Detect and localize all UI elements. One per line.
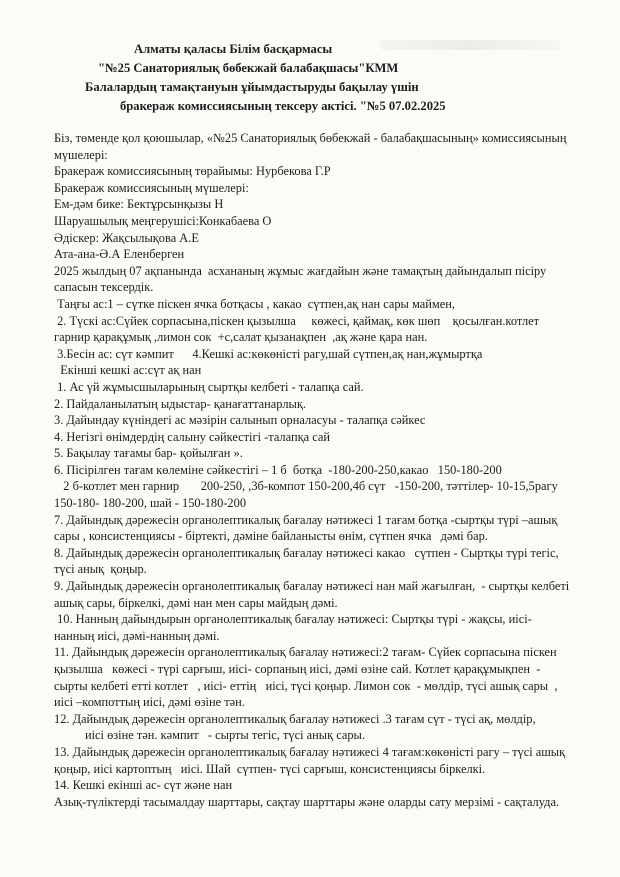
body-line: Бракераж комиссиясының төрайымы: Нурбекова Г.Р: [54, 164, 331, 179]
header-line-1: Алматы қаласы Білім басқармасы: [134, 42, 333, 56]
body-line: ашық сары, біркелкі, дәмі нан мен сары майдың дәмі.: [54, 595, 338, 610]
body-line: сары , консистенциясы - біртекті, дәміне байланысты өнім, сүтпен ячка дәмі бар.: [54, 529, 488, 544]
body-line: мүшелері:: [54, 147, 108, 162]
body-line: 2. Пайдаланылатың ыдыстар- қанағаттанарлық.: [54, 396, 306, 411]
document-body: [54, 130, 574, 810]
document-header: [0, 40, 620, 116]
body-line: 13. Дайындық дәрежесін органолептикалық бағалау нәтижесі 4 тағам:көкөністі рагу – түсі ашық: [54, 744, 566, 759]
body-line: қызылша көжесі - түрі сарғыш, иісі- сорпаның иісі, дәмі өзіне сай. Котлет қарақұмықпен -: [54, 662, 541, 676]
body-line: Әдіскер: Жақсылықова А.Е: [54, 230, 199, 245]
body-line: Ем-дәм бике: Бектұрсынқызы Н: [54, 197, 224, 212]
body-line: сырты келбеті етті котлет , иісі- еттің иісі, түсі қоңыр. Лимон сок - мөлдір, түсі ашық сары ,: [54, 678, 558, 693]
body-line: гарнир қарақұмық ,лимон сок +с,салат қызанақпен ,ақ және қара нан.: [54, 330, 428, 345]
body-line: 5. Бақылау тағамы бар- қойылған ».: [54, 446, 243, 461]
body-line: 8. Дайындық дәрежесін органолептикалық бағалау нәтижесі какао сүтпен - Сыртқы түрі тегіс,: [54, 545, 559, 560]
body-line: 150-180- 180-200, шай - 150-180-200: [54, 496, 247, 511]
body-line: нанның иісі, дәмі-нанның дәмі.: [54, 628, 220, 643]
body-line: Азық-түліктерді тасымалдау шарттары, сақтау шарттары және оларды сату мерзімі - сақталуда.: [54, 794, 560, 809]
body-line: Ата-ана-Ә.А Еленберген: [54, 247, 185, 262]
header-line-3: Балалардың тамақтануын ұйымдастыруды бақылау үшін: [85, 80, 419, 94]
body-line: 7. Дайындық дәрежесін органолептикалық бағалау нәтижесі 1 тағам ботқа -сыртқы түрі –ашық: [54, 512, 558, 527]
body-line: Таңғы ас:1 – сүтке піскен ячка ботқасы , какао сүтпен,ақ нан сары маймен,: [54, 296, 455, 311]
body-line: 3.Бесін ас: сүт кәмпит 4.Кешкі ас:көкөністі рагу,шай сүтпен,ақ нан,жұмыртқа: [54, 346, 483, 361]
header-line-4: бракераж комиссиясының тексеру актісі. "№5 07.02.2025: [120, 99, 446, 113]
body-line: сапасын тексердік.: [54, 280, 154, 295]
body-line: Екінші кешкі ас:сүт ақ нан: [54, 363, 202, 378]
body-line: 11. Дайындық дәрежесін органолептикалық бағалау нәтижесі:2 тағам- Сүйек сорпасына піскен: [54, 645, 557, 660]
body-line: 9. Дайындық дәрежесін органолептикалық бағалау нәтижесі нан май жағылған, - сыртқы келбеті: [54, 579, 570, 594]
body-line: 10. Нанның дайындырын органолептикалық бағалау нәтижесі: Сыртқы түрі - жақсы, иісі-: [54, 612, 532, 627]
body-line: 2. Түскі ас:Сүйек сорпасына,піскен қызылша көжесі, қаймақ, көк шөп қосылған.котлет: [54, 313, 540, 328]
body-line: 14. Кешкі екінші ас- сүт және нан: [54, 778, 233, 793]
body-line: иісі өзіне тән. кәмпит - сырты тегіс, түсі анық сары.: [54, 728, 365, 743]
body-line: 3. Дайындау күніндегі ас мәзірін салынып орналасуы - талапқа сәйкес: [54, 413, 426, 428]
body-line: Біз, төменде қол қоюшылар, «№25 Санаториялық бөбекжай - балабақшасының» комиссиясының: [54, 131, 567, 145]
body-line: түсі анық қоңыр.: [54, 562, 147, 577]
body-line: 6. Пісірілген тағам көлеміне сәйкестігі – 1 б ботқа -180-200-250,какао 150-180-200: [54, 462, 502, 477]
body-line: 12. Дайындық дәрежесін органолептикалық бағалау нәтижесі .3 тағам сүт - түсі ақ, мөлдір,: [54, 711, 536, 726]
body-line: 1. Ас үй жұмысшыларының сыртқы келбеті - талапқа сай.: [54, 379, 364, 394]
body-line: Бракераж комиссиясының мүшелері:: [54, 180, 249, 195]
body-line: 4. Негізгі өнімдердің салыну сәйкестігі -талапқа сай: [54, 429, 330, 444]
body-line: 2 б-котлет мен гарнир 200-250, ,3б-компот 150-200,4б сүт -150-200, тәттілер- 10-15,5рагу: [54, 479, 558, 494]
body-line: Шаруашылық меңгерушісі:Конкабаева О: [54, 213, 272, 228]
body-line: иісі –компоттың иісі, дәмі өзіне тән.: [54, 695, 245, 710]
header-line-2: "№25 Санаториялық бөбекжай балабақшасы"КММ: [98, 61, 399, 75]
body-line: 2025 жылдың 07 ақпанында асхананың жұмыс жағдайын және тамақтың дайындалып пісіру: [54, 263, 547, 278]
body-line: қоңыр, иісі картоптың иісі. Шай сүтпен- түсі сарғыш, консистенциясы біркелкі.: [54, 761, 486, 776]
